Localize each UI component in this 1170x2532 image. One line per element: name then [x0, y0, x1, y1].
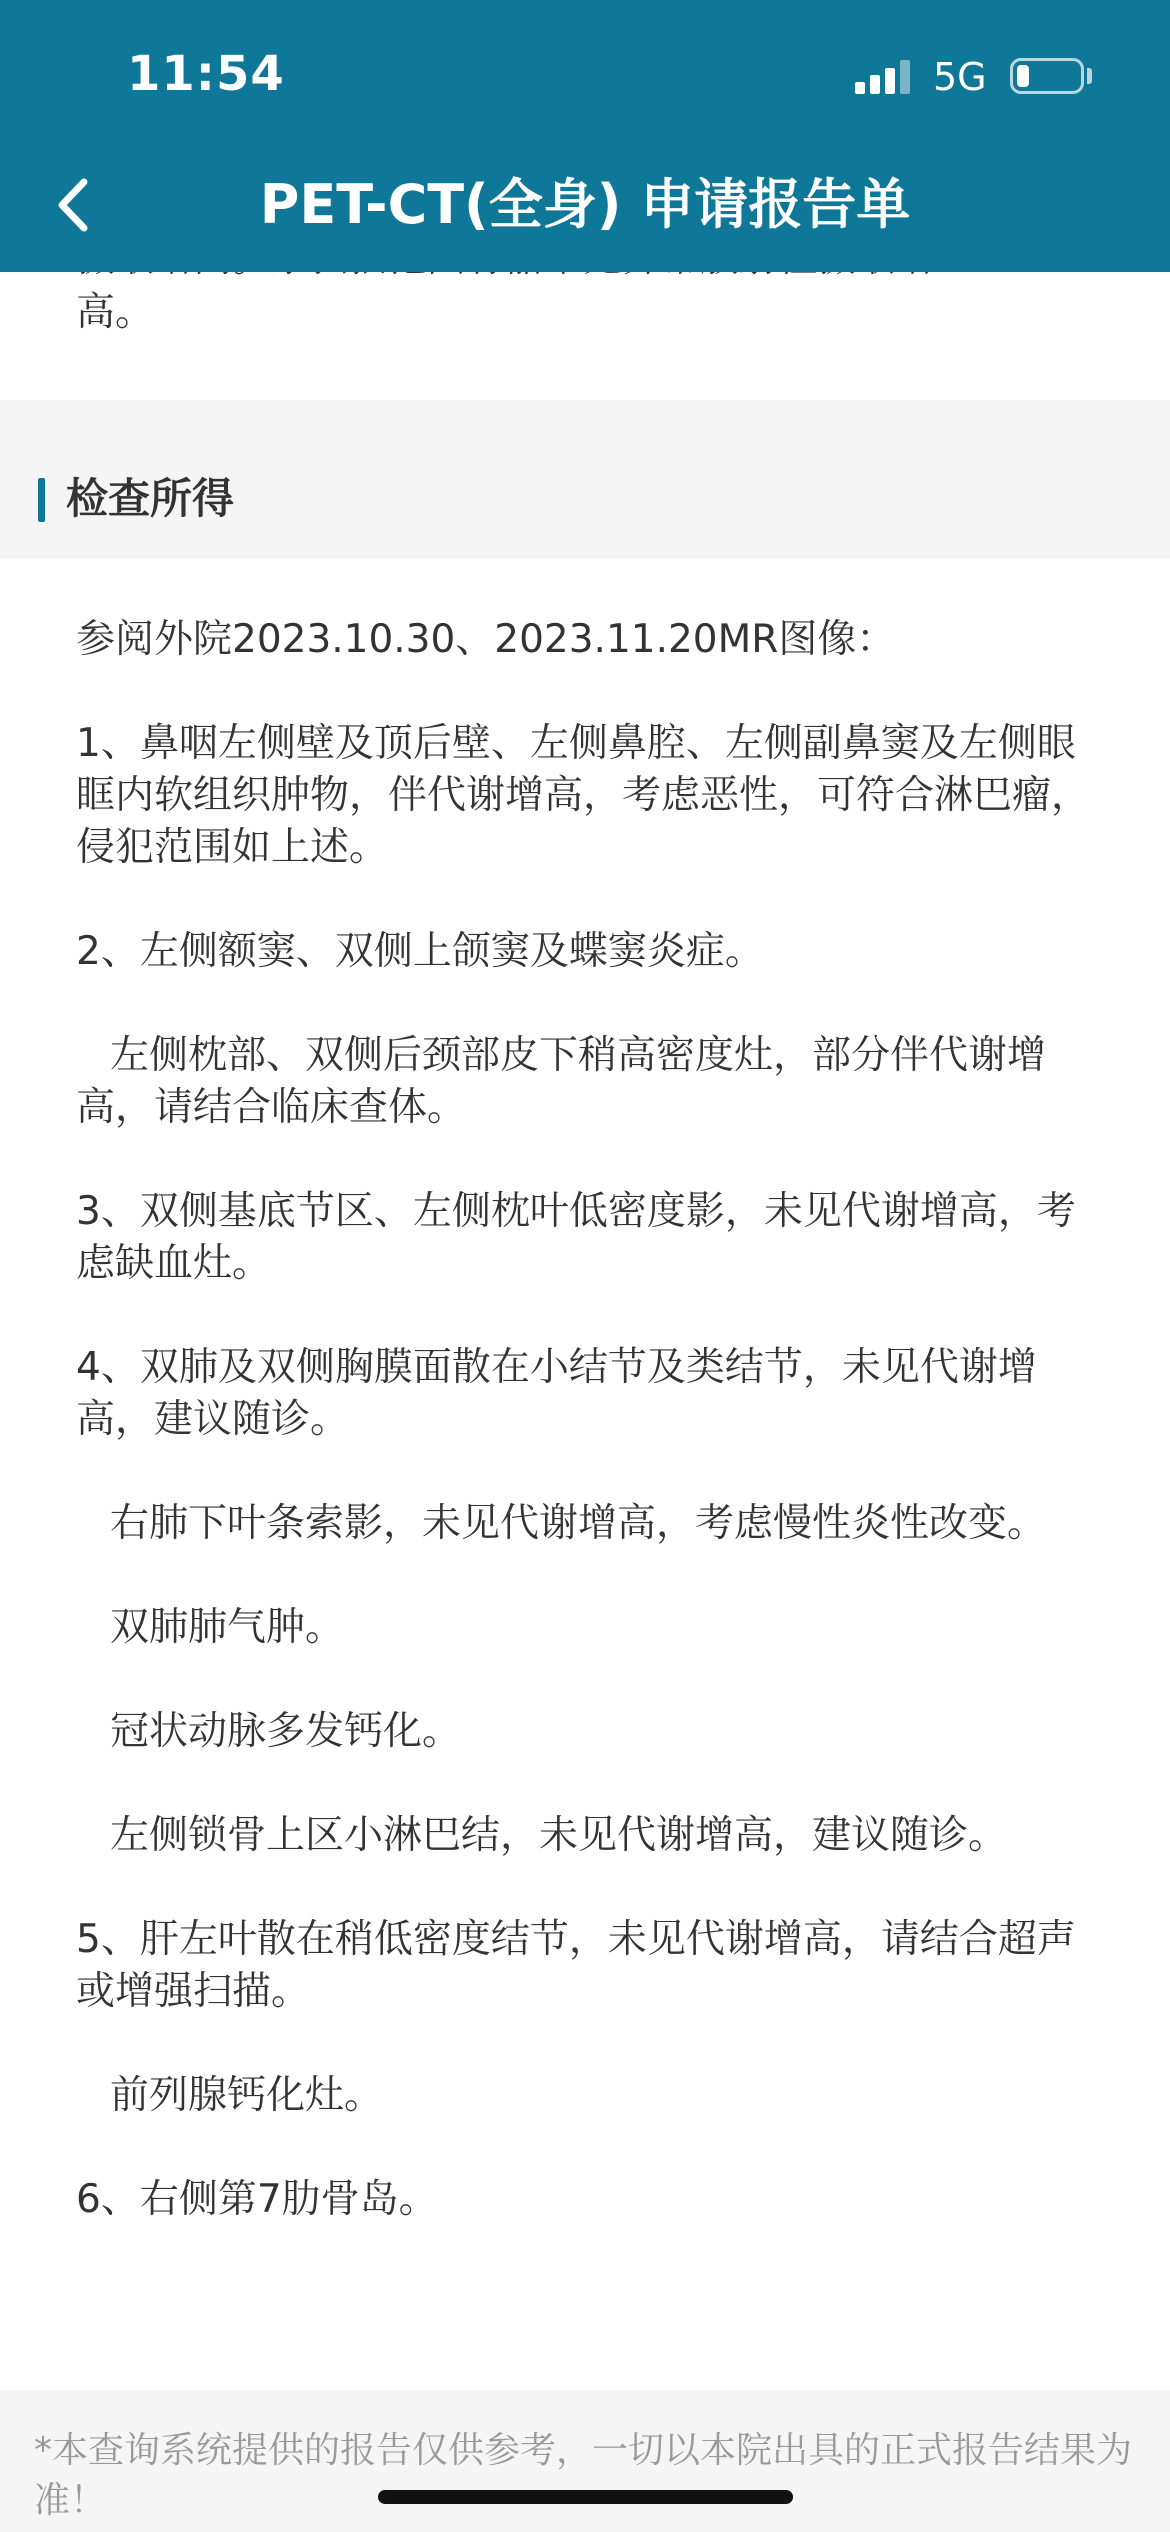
- footer: [0, 2390, 1170, 2532]
- app-header: [0, 0, 1170, 272]
- status-time: 11:54: [127, 46, 285, 102]
- finding-paragraph: 5、肝左叶散在稍低密度结节，未见代谢增高，请结合超声或增强扫描。: [76, 1917, 1076, 2014]
- network-type: 5G: [933, 55, 987, 99]
- battery-icon: [1010, 58, 1084, 94]
- disclaimer-text: *本查询系统提供的报告仅供参考，一切以本院出具的正式报告结果为准！: [34, 2430, 1133, 2521]
- finding-paragraph: 3、双侧基底节区、左侧枕叶低密度影，未见代谢增高，考虑缺血灶。: [76, 1189, 1076, 1286]
- battery-tip: [1087, 68, 1092, 84]
- finding-paragraph: 6、右侧第7肋骨岛。: [76, 2177, 438, 2222]
- remnant-line: 高。: [76, 290, 155, 335]
- findings-content: [0, 558, 1170, 2390]
- page-title: PET-CT(全身) 申请报告单: [259, 173, 911, 236]
- finding-paragraph: 左侧枕部、双侧后颈部皮下稍高密度灶，部分伴代谢增高，请结合临床查体。: [76, 1033, 1047, 1130]
- finding-paragraph: 左侧锁骨上区小淋巴结，未见代谢增高，建议随诊。: [110, 1813, 1008, 1858]
- finding-paragraph: 4、双肺及双侧胸膜面散在小结节及类结节，未见代谢增高，建议随诊。: [76, 1345, 1037, 1442]
- finding-paragraph: 前列腺钙化灶。: [110, 2073, 384, 2118]
- finding-paragraph: 冠状动脉多发钙化。: [110, 1709, 462, 1754]
- finding-paragraph: 1、鼻咽左侧壁及顶后壁、左侧鼻腔、左侧副鼻窦及左侧眼眶内软组织肿物，伴代谢增高，考虑恶性，可符合淋巴瘤，侵犯范围如上述。: [76, 721, 1091, 870]
- section-accent-bar: [38, 478, 45, 522]
- section-title: 检查所得: [66, 474, 235, 523]
- finding-paragraph: 参阅外院2023.10.30、2023.11.20MR图像：: [76, 617, 896, 662]
- finding-paragraph: 2、左侧额窦、双侧上颌窦及蝶窦炎症。: [76, 929, 764, 974]
- home-indicator[interactable]: [378, 2490, 793, 2504]
- findings-section-header: [0, 400, 1170, 558]
- finding-paragraph: 右肺下叶条索影，未见代谢增高，考虑慢性炎性改变。: [110, 1501, 1047, 1546]
- signal-icon: [855, 60, 911, 94]
- finding-paragraph: 双肺肺气肿。: [110, 1605, 345, 1650]
